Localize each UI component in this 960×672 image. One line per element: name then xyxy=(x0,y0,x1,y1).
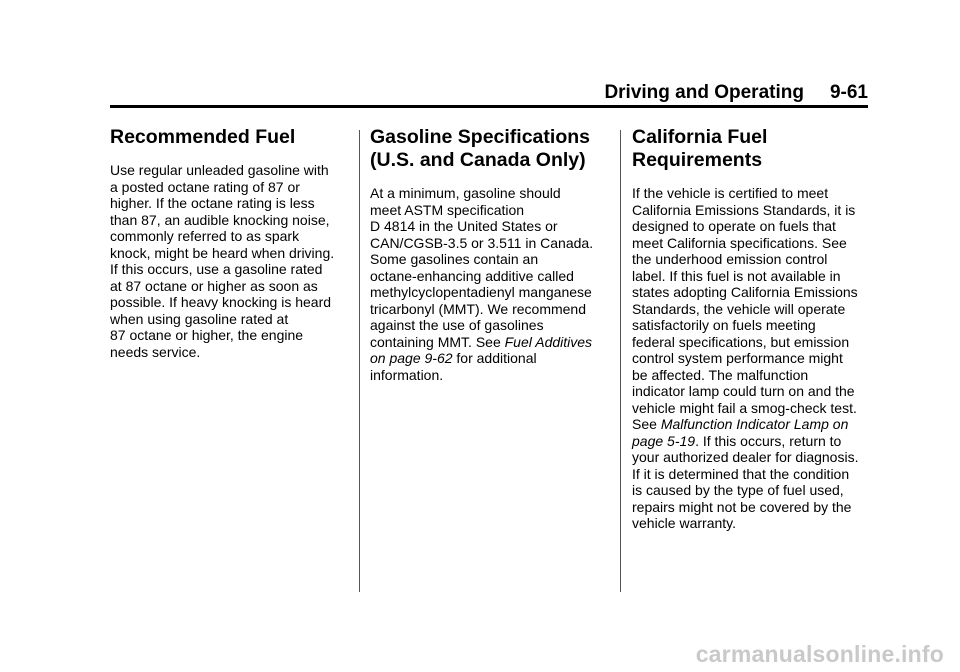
text-line: your authorized dealer for diagnosis. xyxy=(632,449,859,465)
text-line: federal specifications, but emission xyxy=(632,333,850,350)
text-run: See xyxy=(632,416,661,432)
column-divider xyxy=(620,130,621,592)
text-line: knock, might be heard when driving. xyxy=(110,244,335,261)
text-line: be affected. The malfunction xyxy=(632,366,809,383)
heading-line: (U.S. and Canada Only) xyxy=(370,149,586,171)
cross-reference-link[interactable]: page 5-19 xyxy=(632,432,696,449)
heading-line: Recommended Fuel xyxy=(110,126,296,148)
text-line: when using gasoline rated at xyxy=(110,310,289,327)
text-line: Standards, the vehicle will operate xyxy=(632,300,846,317)
text-line: is caused by the type of fuel used, xyxy=(632,482,844,498)
cross-reference-link[interactable]: Malfunction Indicator Lamp on xyxy=(660,416,849,432)
page-number: 9-61 xyxy=(829,82,868,103)
heading-line: Gasoline Specifications xyxy=(370,126,590,148)
text-line: higher. If the octane rating is less xyxy=(110,195,315,211)
text-line: D 4814 in the United States or xyxy=(370,218,558,234)
text-line: states adopting California Emissions xyxy=(632,284,858,300)
text-line: If this occurs, use a gasoline rated xyxy=(110,261,323,277)
column-divider xyxy=(359,130,360,592)
text-line: designed to operate on fuels that xyxy=(632,218,836,234)
text-line xyxy=(370,350,610,367)
text-line: a posted octane rating of 87 or xyxy=(110,178,300,195)
text-line: CAN/CGSB-3.5 or 3.511 in Canada. xyxy=(370,234,594,251)
text-line: repairs might not be covered by the xyxy=(632,498,852,515)
text-line xyxy=(370,334,610,351)
text-run: . If this occurs, return to xyxy=(695,432,842,449)
text-line xyxy=(632,433,872,450)
cross-reference-link[interactable]: on page 9-62 xyxy=(370,350,453,366)
header-text xyxy=(604,82,868,104)
text-line: indicator lamp could turn on and the xyxy=(632,383,855,399)
section-title: Driving and Operating xyxy=(604,82,804,103)
text-line: the underhood emission control xyxy=(632,251,828,267)
text-line: information. xyxy=(370,366,444,383)
section-body xyxy=(110,162,350,360)
text-line: commonly referred to as spark xyxy=(110,228,300,244)
text-line: than 87, an audible knocking noise, xyxy=(110,211,330,228)
page-header xyxy=(110,80,868,108)
text-line: vehicle might fail a smog-check test. xyxy=(632,399,857,416)
watermark: carmanualsonline.info xyxy=(695,641,944,667)
text-line: methylcyclopentadienyl manganese xyxy=(370,284,592,300)
text-line: Use regular unleaded gasoline with xyxy=(110,162,329,178)
text-line: vehicle warranty. xyxy=(632,515,737,531)
section-recommended-fuel xyxy=(110,126,350,360)
cross-reference-link[interactable]: Fuel Additives xyxy=(504,333,593,350)
section-body xyxy=(632,185,872,532)
section-body xyxy=(370,185,610,383)
text-line: tricarbonyl (MMT). We recommend xyxy=(370,300,587,317)
text-line: California Emissions Standards, it is xyxy=(632,201,856,218)
text-line: label. If this fuel is not available in xyxy=(632,267,841,284)
section-heading xyxy=(110,126,350,149)
section-heading xyxy=(370,126,610,172)
text-line: needs service. xyxy=(110,343,201,360)
text-line: control system performance might xyxy=(632,350,843,366)
heading-line: Requirements xyxy=(632,149,763,171)
text-line: meet ASTM specification xyxy=(370,201,525,218)
text-line: If it is determined that the condition xyxy=(632,465,850,482)
text-run: containing MMT. See xyxy=(370,333,505,350)
text-line: against the use of gasolines xyxy=(370,317,544,333)
section-california-fuel xyxy=(632,126,872,532)
text-line: possible. If heavy knocking is heard xyxy=(110,294,332,310)
text-line: satisfactorily on fuels meeting xyxy=(632,317,816,333)
text-line: octane-enhancing additive called xyxy=(370,267,574,284)
text-line: If the vehicle is certified to meet xyxy=(632,185,829,201)
text-line: Some gasolines contain an xyxy=(370,251,539,267)
text-line: at 87 octane or higher as soon as xyxy=(110,277,318,294)
section-gasoline-specifications xyxy=(370,126,610,383)
text-line: At a minimum, gasoline should xyxy=(370,185,561,201)
text-line xyxy=(632,416,872,433)
text-line: 87 octane or higher, the engine xyxy=(110,327,304,343)
header-rule xyxy=(110,105,868,108)
text-line: meet California specifications. See xyxy=(632,234,847,251)
heading-line: California Fuel xyxy=(632,126,768,148)
text-run: for additional xyxy=(452,350,537,366)
section-heading xyxy=(632,126,872,172)
